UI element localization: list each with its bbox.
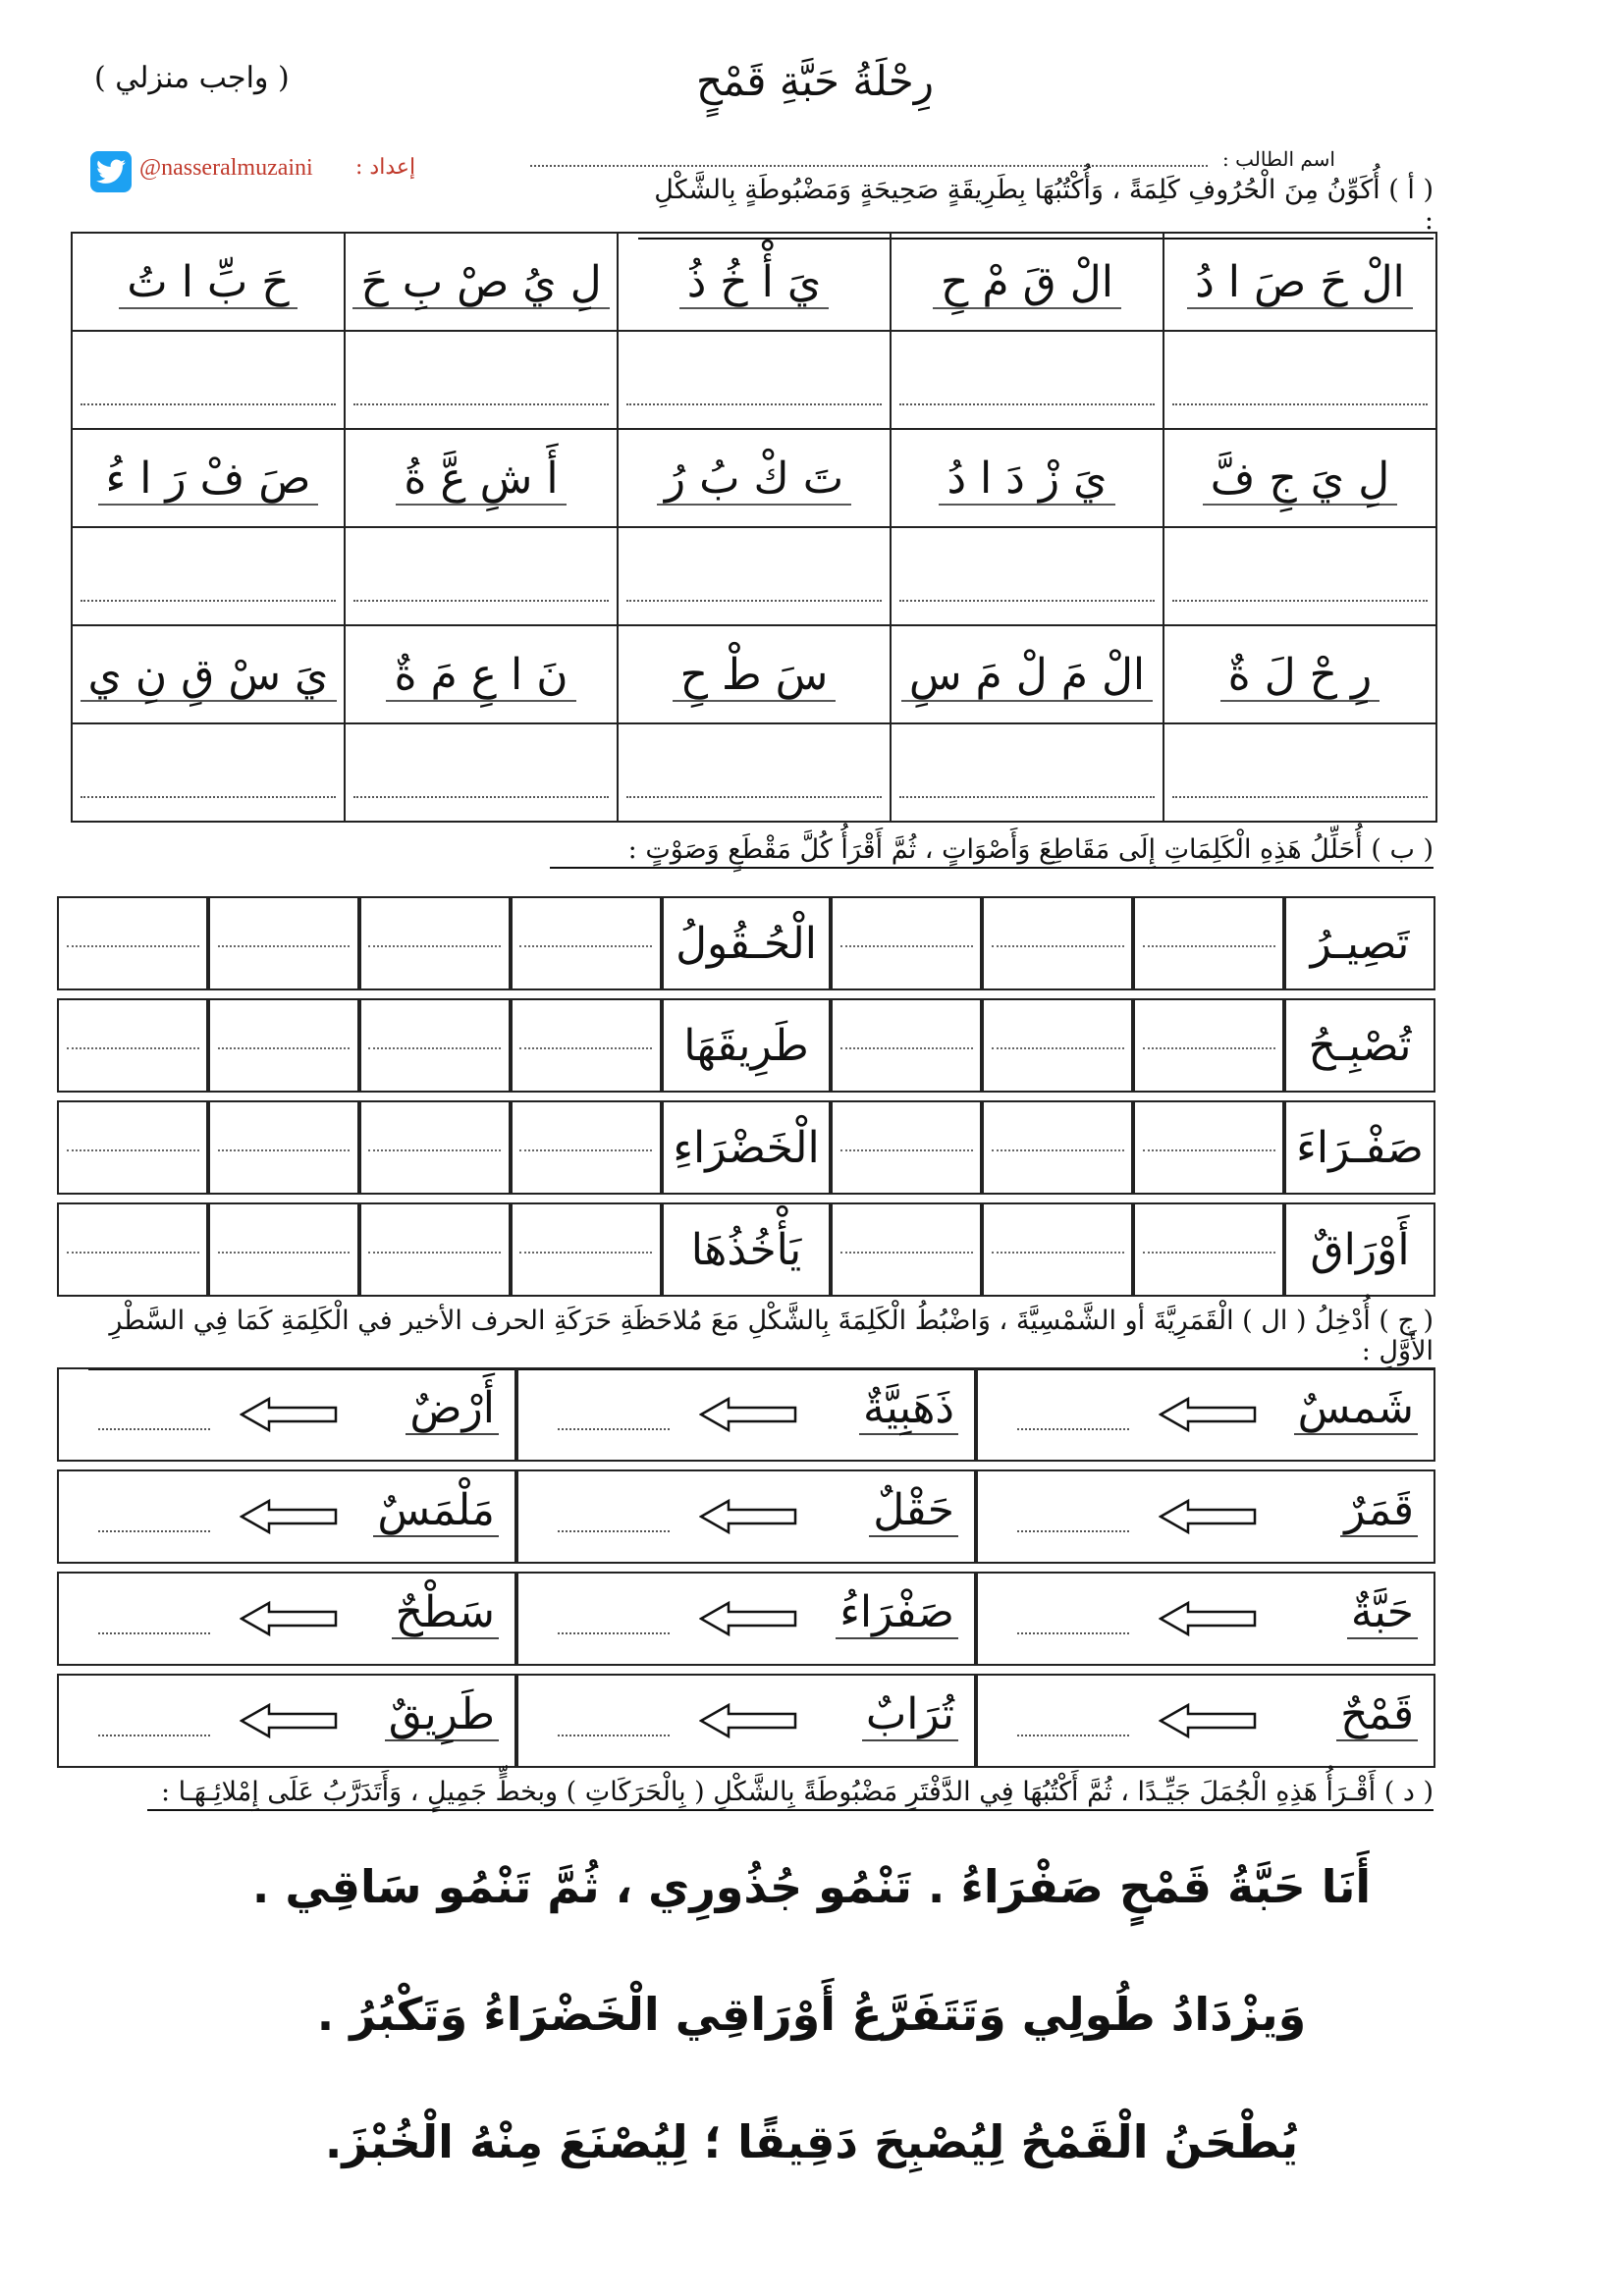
syllable-line[interactable] <box>218 1045 351 1049</box>
article-word: صَفْرَاءُ <box>836 1587 958 1639</box>
answer-row <box>72 331 1436 429</box>
letters-text: تَ كْ بُ رُ <box>657 454 851 506</box>
letters-cell <box>618 625 891 723</box>
letters-cell <box>1163 429 1436 527</box>
syllable-line[interactable] <box>368 1045 501 1049</box>
syllable-row <box>57 1202 1435 1297</box>
answer-cell[interactable] <box>891 331 1163 429</box>
letters-text: يَ سْ قِ نِ ي <box>81 650 337 702</box>
syllable-line[interactable] <box>992 1250 1124 1254</box>
article-word: حَبَّةٌ <box>1347 1587 1418 1639</box>
arrow-left-icon <box>1159 1395 1257 1434</box>
letters-text: رِ حْ لَ ةٌ <box>1220 650 1380 702</box>
syllable-line[interactable] <box>840 1148 973 1151</box>
article-cell <box>516 1674 976 1768</box>
arrow-left-icon <box>240 1701 338 1740</box>
letters-cell <box>345 625 618 723</box>
syllable-blank[interactable] <box>208 1202 359 1297</box>
answer-line[interactable] <box>899 580 1155 602</box>
arrow-left-icon <box>699 1599 797 1638</box>
author-credit <box>90 147 483 202</box>
syllable-blank[interactable] <box>1133 998 1284 1093</box>
arrow-left-icon <box>1159 1497 1257 1536</box>
answer-line[interactable] <box>353 580 609 602</box>
section-d-instruction: ( د ) أَقْـرَأُ هَذِهِ الْجُمَلَ جَيِّـدًا ، ثُمَّ أَكْتُبُهَا فِي الدَّفْتَرِ مَضْبُوطَةً بِالشَّكْلِ ( بِالْحَرَكَاتِ ) وبخطٍّ جَمِيلٍ ، وَأَتَدَرَّبُ عَلَى إِمْلائِـهَـا : <box>147 1777 1434 1811</box>
syllable-line[interactable] <box>218 1250 351 1254</box>
syllable-blank[interactable] <box>1133 1100 1284 1195</box>
syllable-line[interactable] <box>840 943 973 947</box>
syllable-blank[interactable] <box>208 896 359 990</box>
syllable-word: يَأْخُذُهَا <box>662 1202 831 1297</box>
article-cell <box>976 1674 1435 1768</box>
letters-cell <box>72 625 345 723</box>
syllable-blank[interactable] <box>982 1100 1133 1195</box>
syllable-blank[interactable] <box>982 998 1133 1093</box>
answer-line[interactable] <box>626 580 882 602</box>
answer-line[interactable] <box>1172 776 1428 798</box>
syllable-word: أَوْرَاقٌ <box>1284 1202 1435 1297</box>
article-row <box>57 1367 1435 1462</box>
homework-label: ( واجب منزلي ) <box>94 61 290 95</box>
syllable-row <box>57 896 1435 990</box>
syllable-blank[interactable] <box>1133 896 1284 990</box>
answer-line[interactable] <box>626 384 882 405</box>
answer-cell[interactable] <box>618 527 891 625</box>
arrow-left-icon <box>240 1497 338 1536</box>
prepared-by-label: إعداد : <box>355 155 416 180</box>
article-cell <box>976 1572 1435 1666</box>
letters-row <box>72 233 1436 331</box>
section-b-table <box>57 888 1435 1305</box>
syllable-line[interactable] <box>218 1148 351 1151</box>
syllable-blank[interactable] <box>511 1100 662 1195</box>
syllable-blank[interactable] <box>511 998 662 1093</box>
syllable-blank[interactable] <box>208 1100 359 1195</box>
article-word: طَرِيقٌ <box>385 1689 499 1741</box>
syllable-blank[interactable] <box>57 1202 208 1297</box>
letters-text: نَ ا عِ مَ ةٌ <box>386 650 575 702</box>
article-word: مَلْمَسٌ <box>373 1485 499 1537</box>
syllable-line[interactable] <box>992 1045 1124 1049</box>
article-cell <box>976 1469 1435 1564</box>
letters-row <box>72 625 1436 723</box>
syllable-blank[interactable] <box>57 1100 208 1195</box>
letters-text: يَ زْ دَ ا دُ <box>939 454 1114 506</box>
article-answer-line[interactable] <box>1017 1428 1129 1430</box>
section-a-instruction: ( أ ) أُكَوِّنُ مِنَ الْحُرُوفِ كَلِمَةً ، وَأُكْتُبُهَا بِطَرِيقَةٍ صَحِيحَةٍ وَمَضْبُوطَةٍ بِالشَّكْلِ : <box>638 175 1434 240</box>
syllable-line[interactable] <box>519 1148 652 1151</box>
student-name-line[interactable] <box>530 165 1208 167</box>
letters-cell <box>618 233 891 331</box>
answer-line[interactable] <box>81 580 336 602</box>
article-answer-line[interactable] <box>1017 1632 1129 1634</box>
answer-cell[interactable] <box>345 527 618 625</box>
syllable-line[interactable] <box>67 1045 199 1049</box>
syllable-blank[interactable] <box>511 896 662 990</box>
article-answer-line[interactable] <box>1017 1735 1129 1736</box>
letters-text: الْ قَ مْ حِ <box>933 257 1121 309</box>
letters-cell <box>345 233 618 331</box>
page-title: رِحْلَةُ حَبَّةِ قَمْحٍ <box>696 57 934 105</box>
syllable-line[interactable] <box>519 1045 652 1049</box>
syllable-line[interactable] <box>992 943 1124 947</box>
twitter-icon <box>90 151 132 192</box>
syllable-blank[interactable] <box>359 998 511 1093</box>
article-cell <box>57 1572 516 1666</box>
arrow-left-icon <box>699 1497 797 1536</box>
syllable-line[interactable] <box>218 943 351 947</box>
letters-text: يَ أْ خُ ذُ <box>679 257 830 309</box>
syllable-line[interactable] <box>840 1250 973 1254</box>
syllable-line[interactable] <box>368 1250 501 1254</box>
syllable-word: صَفْـرَاءَ <box>1284 1100 1435 1195</box>
syllable-blank[interactable] <box>57 896 208 990</box>
article-cell <box>516 1572 976 1666</box>
syllable-blank[interactable] <box>982 1202 1133 1297</box>
section-c-instruction: ( ج ) أُدْخِلُ ( ال ) الْقَمَرِيَّةَ أو الشَّمْسِيَّةَ ، وَاضْبُطُ الْكَلِمَةَ بِالشَّكْلِ مَعَ مُلاحَظَةِ حَرَكَةِ الحرف الأخير في الْكَلِمَةِ كَمَا فِي السَّطْرِ الأَوَّلِ : <box>88 1306 1434 1370</box>
section-b-instruction: ( ب ) أُحَلِّلُ هَذِهِ الْكَلِمَاتِ إِلَى مَقَاطِعَ وَأَصْوَاتٍ ، ثُمَّ أَقْرَأُ كُلَّ مَقْطَعٍ وَصَوْتٍ : <box>550 834 1434 869</box>
article-answer-line[interactable] <box>1017 1530 1129 1532</box>
syllable-word: تَصِيـرُ <box>1284 896 1435 990</box>
article-answer-line[interactable] <box>558 1428 670 1430</box>
syllable-word: تُصْبِـحُ <box>1284 998 1435 1093</box>
answer-cell[interactable] <box>891 723 1163 822</box>
answer-cell[interactable] <box>1163 527 1436 625</box>
letters-text: لِ يُ صْ بِ حَ <box>352 257 609 309</box>
answer-row <box>72 527 1436 625</box>
syllable-line[interactable] <box>1143 943 1275 947</box>
article-answer-line[interactable] <box>98 1530 210 1532</box>
article-cell <box>516 1367 976 1462</box>
article-answer-line[interactable] <box>558 1735 670 1736</box>
syllable-blank[interactable] <box>511 1202 662 1297</box>
answer-cell[interactable] <box>345 723 618 822</box>
syllable-row <box>57 1100 1435 1195</box>
syllable-line[interactable] <box>1143 1045 1275 1049</box>
letters-cell <box>891 429 1163 527</box>
answer-cell[interactable] <box>618 331 891 429</box>
syllable-blank[interactable] <box>57 998 208 1093</box>
syllable-blank[interactable] <box>831 1202 982 1297</box>
letters-text: الْ حَ صَ ا دُ <box>1187 257 1413 309</box>
syllable-blank[interactable] <box>1133 1202 1284 1297</box>
answer-cell[interactable] <box>1163 331 1436 429</box>
letters-text: لِ يَ جِ فَّ <box>1203 454 1397 506</box>
syllable-line[interactable] <box>67 1250 199 1254</box>
reading-sentence: يُطْحَنُ الْقَمْحُ لِيُصْبِحَ دَقِيقًا ؛ لِيُصْنَعَ مِنْهُ الْخُبْزَ. <box>324 2115 1299 2168</box>
answer-cell[interactable] <box>72 331 345 429</box>
arrow-left-icon <box>1159 1599 1257 1638</box>
syllable-blank[interactable] <box>359 1100 511 1195</box>
letters-cell <box>72 429 345 527</box>
article-cell <box>516 1469 976 1564</box>
letters-text: الْ مَ لْ مَ سِ <box>901 650 1153 702</box>
article-row <box>57 1572 1435 1666</box>
syllable-line[interactable] <box>1143 1250 1275 1254</box>
syllable-line[interactable] <box>67 943 199 947</box>
answer-cell[interactable] <box>891 527 1163 625</box>
letters-cell <box>891 233 1163 331</box>
syllable-line[interactable] <box>519 943 652 947</box>
student-name-label: اسم الطالب : <box>1222 147 1335 171</box>
syllable-blank[interactable] <box>831 998 982 1093</box>
letters-cell <box>1163 625 1436 723</box>
letters-cell <box>72 233 345 331</box>
letters-text: أَ شِ عَّ ةُ <box>396 454 566 506</box>
arrow-left-icon <box>240 1599 338 1638</box>
answer-line[interactable] <box>899 384 1155 405</box>
syllable-line[interactable] <box>519 1250 652 1254</box>
syllable-blank[interactable] <box>831 1100 982 1195</box>
syllable-line[interactable] <box>368 1148 501 1151</box>
section-a-table <box>71 232 1437 823</box>
syllable-line[interactable] <box>840 1045 973 1049</box>
answer-line[interactable] <box>353 384 609 405</box>
answer-line[interactable] <box>81 776 336 798</box>
syllable-line[interactable] <box>992 1148 1124 1151</box>
syllable-blank[interactable] <box>831 896 982 990</box>
syllable-line[interactable] <box>67 1148 199 1151</box>
answer-row <box>72 723 1436 822</box>
letters-cell <box>618 429 891 527</box>
syllable-blank[interactable] <box>359 1202 511 1297</box>
arrow-left-icon <box>699 1701 797 1740</box>
article-word: ذَهَبِيَّةٌ <box>859 1383 958 1435</box>
article-cell <box>57 1674 516 1768</box>
article-word: شَمسٌ <box>1294 1383 1418 1435</box>
syllable-blank[interactable] <box>208 998 359 1093</box>
article-answer-line[interactable] <box>98 1735 210 1736</box>
syllable-word: الْحُـقُولُ <box>662 896 831 990</box>
answer-line[interactable] <box>1172 384 1428 405</box>
letters-text: صَ فْ رَ ا ءُ <box>98 454 319 506</box>
article-word: أَرْضٌ <box>406 1383 499 1435</box>
letters-text: سَ طْ حِ <box>673 650 837 702</box>
answer-cell[interactable] <box>618 723 891 822</box>
arrow-left-icon <box>1159 1701 1257 1740</box>
twitter-handle[interactable]: @nasseralmuzaini <box>139 155 313 181</box>
syllable-row <box>57 998 1435 1093</box>
article-answer-line[interactable] <box>558 1530 670 1532</box>
reading-sentence: وَيزْدَادُ طُولِي وَتَتَفَرَّعُ أَوْرَاقِي الْخَضْرَاءُ وَتَكْبُرُ . <box>316 1988 1307 2041</box>
answer-cell[interactable] <box>72 723 345 822</box>
arrow-left-icon <box>240 1395 338 1434</box>
article-answer-line[interactable] <box>98 1632 210 1634</box>
answer-line[interactable] <box>626 776 882 798</box>
letters-cell <box>891 625 1163 723</box>
letters-row <box>72 429 1436 527</box>
arrow-left-icon <box>699 1395 797 1434</box>
article-answer-line[interactable] <box>558 1632 670 1634</box>
letters-cell <box>345 429 618 527</box>
syllable-line[interactable] <box>368 943 501 947</box>
syllable-blank[interactable] <box>982 896 1133 990</box>
answer-line[interactable] <box>81 384 336 405</box>
article-row <box>57 1469 1435 1564</box>
article-word: حَقْلٌ <box>869 1485 958 1537</box>
article-row <box>57 1674 1435 1768</box>
section-c-table <box>57 1360 1435 1776</box>
answer-cell[interactable] <box>72 527 345 625</box>
syllable-line[interactable] <box>1143 1148 1275 1151</box>
article-word: قَمَرٌ <box>1340 1485 1418 1537</box>
article-word: قَمْحٌ <box>1336 1689 1418 1741</box>
article-cell <box>57 1469 516 1564</box>
answer-line[interactable] <box>353 776 609 798</box>
article-cell <box>57 1367 516 1462</box>
article-cell <box>976 1367 1435 1462</box>
article-word: تُرَابٌ <box>862 1689 958 1741</box>
answer-cell[interactable] <box>345 331 618 429</box>
article-answer-line[interactable] <box>98 1428 210 1430</box>
answer-line[interactable] <box>899 776 1155 798</box>
reading-sentence: أَنَا حَبَّةُ قَمْحٍ صَفْرَاءُ . تَنْمُو جُذُورِي ، ثُمَّ تَنْمُو سَاقِي . <box>251 1860 1372 1913</box>
answer-line[interactable] <box>1172 580 1428 602</box>
syllable-word: الْخَضْرَاءِ <box>662 1100 831 1195</box>
syllable-word: طَرِيقَهَا <box>662 998 831 1093</box>
letters-text: حَ بِّ ا تُ <box>119 257 297 309</box>
syllable-blank[interactable] <box>359 896 511 990</box>
letters-cell <box>1163 233 1436 331</box>
article-word: سَطْحٌ <box>392 1587 499 1639</box>
answer-cell[interactable] <box>1163 723 1436 822</box>
